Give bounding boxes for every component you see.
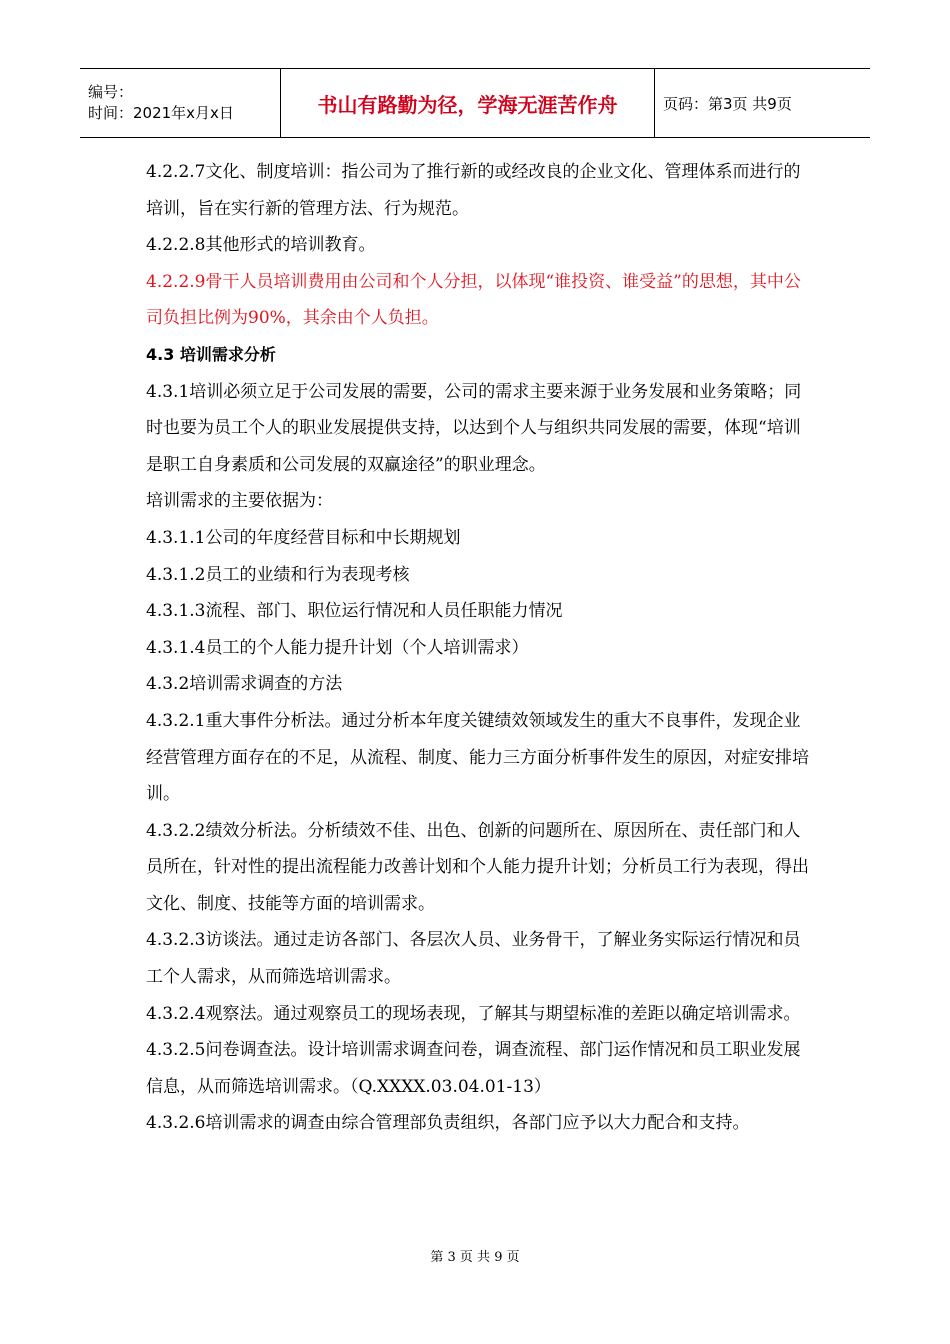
paragraph: 4.2.2.7文化、制度培训：指公司为了推行新的或经改良的企业文化、管理体系而进行的培训，旨在实行新的管理方法、行为规范。	[146, 162, 801, 219]
paragraph-highlight: 4.2.2.9骨干人员培训费用由公司和个人分担，以体现“谁投资、谁受益”的思想，其中公司负担比例为90%，其余由个人负担。	[146, 271, 801, 329]
document-time-label: 时间：2021年x月x日	[88, 104, 234, 122]
paragraph: 4.2.2.8其他形式的培训教育。	[146, 235, 376, 256]
paragraph: 4.3.1.3流程、部门、职位运行情况和人员任职能力情况	[146, 601, 563, 622]
header-meta	[80, 69, 280, 137]
document-body	[146, 154, 810, 1142]
paragraph: 培训需求的主要依据为：	[146, 491, 333, 512]
paragraph: 4.3.2.4观察法。通过观察员工的现场表现，了解其与期望标准的差距以确定培训需求。	[146, 1003, 801, 1024]
paragraph: 4.3.2.2绩效分析法。分析绩效不佳、出色、创新的问题所在、原因所在、责任部门和人员所在，针对性的提出流程能力改善计划和个人能力提升计划；分析员工行为表现，得出文化、制度、技能等方面的培训需求。	[146, 820, 809, 914]
header-motto: 书山有路勤为径，学海无涯苦作舟	[280, 69, 655, 137]
page-footer: 第 3 页 共 9 页	[430, 1250, 520, 1265]
paragraph: 4.3.2.1重大事件分析法。通过分析本年度关键绩效领域发生的重大不良事件，发现企业经营管理方面存在的不足，从流程、制度、能力三方面分析事件发生的原因，对症安排培训。	[146, 710, 809, 805]
paragraph: 4.3.1.4员工的个人能力提升计划（个人培训需求）	[146, 637, 529, 658]
header-page-info: 页码：第3页 共9页	[663, 94, 792, 113]
paragraph: 4.3.1.2员工的业绩和行为表现考核	[146, 564, 410, 585]
paragraph: 4.3.2.5问卷调查法。设计培训需求调查问卷，调查流程、部门运作情况和员工职业发展信息，从而筛选培训需求。（Q.XXXX.03.04.01-13）	[146, 1040, 801, 1097]
paragraph: 4.3.2.3访谈法。通过走访各部门、各层次人员、业务骨干，了解业务实际运行情况和员工个人需求，从而筛选培训需求。	[146, 930, 801, 988]
page-header	[80, 68, 870, 138]
paragraph: 4.3.1培训必须立足于公司发展的需要，公司的需求主要来源于业务发展和业务策略；同时也要为员工个人的职业发展提供支持，以达到个人与组织共同发展的需要，体现“培训是职工自身素质和公司发展的双赢途径”的职业理念。	[146, 381, 802, 475]
paragraph: 4.3.2培训需求调查的方法	[146, 674, 343, 695]
paragraph: 4.3.2.6培训需求的调查由综合管理部负责组织，各部门应予以大力配合和支持。	[146, 1113, 750, 1134]
paragraph: 4.3.1.1公司的年度经营目标和中长期规划	[146, 527, 461, 548]
section-heading: 4.3 培训需求分析	[146, 344, 276, 364]
document-number-label: 编号：	[88, 83, 134, 101]
